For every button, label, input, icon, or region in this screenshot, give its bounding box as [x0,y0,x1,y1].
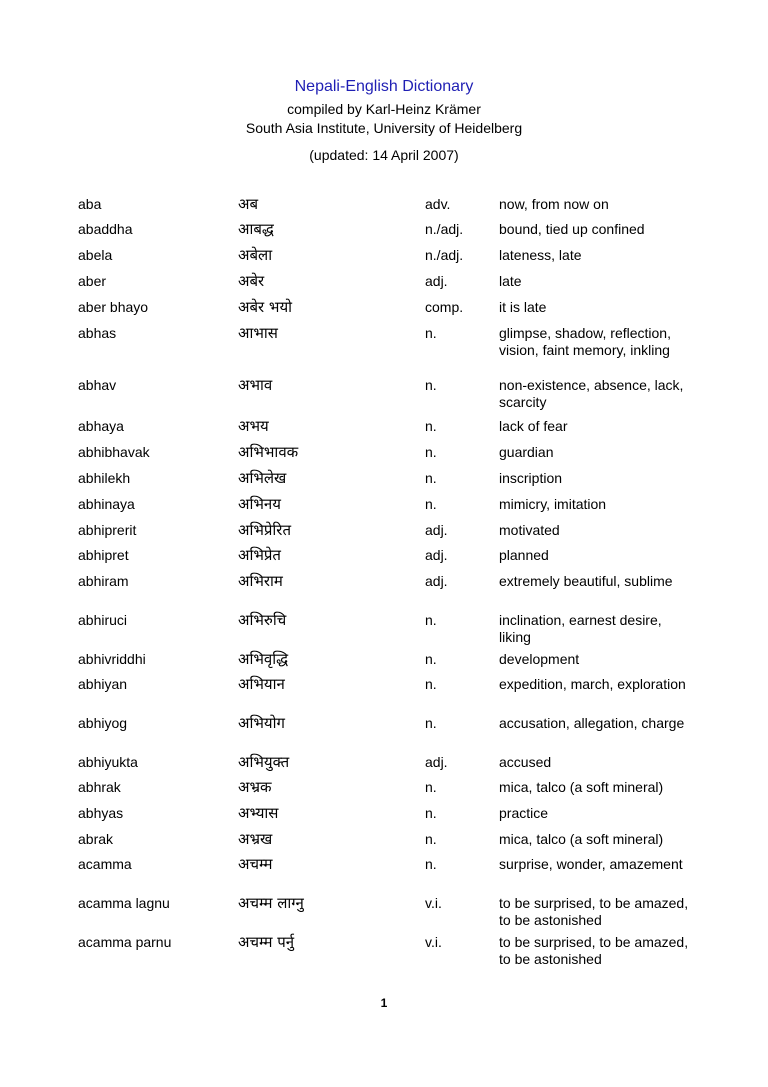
entry-devanagari: अब [238,195,259,213]
entry-part-of-speech: n. [425,831,437,847]
entry-latin: abhivriddhi [78,651,146,667]
entry-definition: now, from now on [499,196,609,212]
dictionary-entry [78,854,689,873]
dictionary-entry [78,752,689,771]
entry-devanagari: अबेर भयो [238,298,293,316]
entry-devanagari: अभिलेख [238,469,287,487]
dictionary-entry [78,932,689,968]
document-title: Nepali-English Dictionary [294,78,474,95]
entry-part-of-speech: n. [425,325,437,341]
entry-definition: lateness, late [499,247,582,263]
entry-latin: abela [78,247,113,263]
entry-definition: extremely beautiful, sublime [499,573,673,589]
dictionary-entry [78,375,689,411]
entry-latin: abrak [78,831,114,847]
entry-devanagari: अभियुक्त [238,753,290,771]
entry-part-of-speech: adj. [425,273,448,289]
entry-definition: to be surprised, to be amazed, to be astonished [499,934,689,967]
entry-part-of-speech: adj. [425,522,448,538]
dictionary-entry [78,494,689,513]
entry-devanagari: अचम्म [238,855,273,873]
entry-latin: abhas [78,325,117,341]
entry-part-of-speech: n. [425,496,437,512]
entry-latin: abaddha [78,221,133,237]
dictionary-entry [78,416,689,435]
entry-definition: practice [499,805,549,821]
entry-part-of-speech: n. [425,612,437,628]
entry-part-of-speech: n. [425,805,437,821]
entry-latin: acamma parnu [78,934,172,950]
entry-latin: aber [78,273,107,289]
entry-latin: abhrak [78,779,121,795]
dictionary-entry [78,777,689,796]
entry-definition: late [499,273,522,289]
entry-part-of-speech: n./adj. [425,221,464,237]
entry-definition: bound, tied up confined [499,221,645,237]
entry-part-of-speech: n. [425,470,437,486]
entry-definition: it is late [499,299,547,315]
dictionary-entry [78,520,689,539]
entry-latin: acamma [78,856,132,872]
updated-date: (updated: 14 April 2007) [309,147,459,163]
dictionary-entry [78,893,689,929]
entry-part-of-speech: v.i. [425,934,442,950]
entry-devanagari: अचम्म लाग्नु [238,894,304,912]
entry-definition: to be surprised, to be amazed, to be astonished [499,895,689,928]
entry-devanagari: अभ्रख [238,830,273,848]
entry-part-of-speech: n. [425,779,437,795]
entry-devanagari: अभ्रक [238,778,272,796]
entry-latin: abhiyog [78,715,128,731]
dictionary-entry [78,323,689,359]
entry-latin: abhibhavak [78,444,150,460]
entry-latin: abhinaya [78,496,135,512]
page-number: 1 [380,996,388,1010]
dictionary-entry [78,674,689,693]
dictionary-entry [78,297,689,316]
entry-latin: abhaya [78,418,124,434]
entry-latin: abhiprerit [78,522,137,538]
entry-part-of-speech: n. [425,444,437,460]
dictionary-entry [78,219,689,238]
entry-latin: abhiruci [78,612,128,628]
entry-latin: abhilekh [78,470,131,486]
entry-definition: mimicry, imitation [499,496,607,512]
entry-part-of-speech: n. [425,418,437,434]
entry-part-of-speech: n./adj. [425,247,464,263]
entry-latin: aber bhayo [78,299,149,315]
entry-latin: abhiyukta [78,754,138,770]
dictionary-entry [78,442,689,461]
entry-devanagari: अभिभावक [238,443,299,461]
entry-part-of-speech: n. [425,651,437,667]
dictionary-entry [78,829,689,848]
entry-part-of-speech: v.i. [425,895,442,911]
entry-part-of-speech: adj. [425,754,448,770]
entry-devanagari: अभिरुचि [238,611,287,629]
entry-definition: glimpse, shadow, reflection, vision, faint memory, inkling [499,325,671,358]
institute: South Asia Institute, University of Heidelberg [245,120,523,136]
entry-latin: abhiram [78,573,129,589]
entry-definition: accused [499,754,552,770]
entry-devanagari: अभिनय [238,495,281,513]
entry-devanagari: अभिप्रेत [238,546,281,564]
entry-latin: abhav [78,377,117,393]
entry-latin: acamma lagnu [78,895,170,911]
dictionary-entry [78,803,689,822]
entry-latin: abhipret [78,547,129,563]
entry-devanagari: अभिप्रेरित [238,521,291,539]
entry-devanagari: अभाव [238,376,273,394]
compiled-by: compiled by Karl-Heinz Krämer [287,101,481,117]
entry-devanagari: अभियान [238,675,285,693]
entry-devanagari: अभियोग [238,714,285,732]
dictionary-entry [78,245,689,264]
entry-part-of-speech: adj. [425,573,448,589]
entry-definition: inclination, earnest desire, liking [499,612,662,645]
dictionary-entry [78,271,689,290]
entry-devanagari: अबेला [238,246,273,264]
entry-part-of-speech: adv. [425,196,451,212]
dictionary-entry [78,571,689,590]
entry-devanagari: अचम्म पर्नु [238,933,295,951]
entry-definition: non-existence, absence, lack, scarcity [499,377,684,410]
entry-devanagari: अभ्यास [238,804,279,822]
entry-definition: development [499,651,580,667]
dictionary-entry [78,649,689,668]
entry-part-of-speech: adj. [425,547,448,563]
entry-definition: expedition, march, exploration [499,676,686,692]
dictionary-entry [78,468,689,487]
entry-part-of-speech: comp. [425,299,464,315]
dictionary-entry [78,713,689,732]
entry-definition: mica, talco (a soft mineral) [499,831,664,847]
entry-latin: aba [78,196,102,212]
dictionary-entry [78,545,689,564]
entry-devanagari: अभिराम [238,572,283,590]
entry-devanagari: अभिवृद्धि [238,650,289,668]
entry-devanagari: अबेर [238,272,265,290]
entry-definition: accusation, allegation, charge [499,715,685,731]
entry-devanagari: आबद्ध [238,220,274,238]
entry-definition: lack of fear [499,418,568,434]
entry-definition: surprise, wonder, amazement [499,856,683,872]
entry-latin: abhiyan [78,676,128,692]
entry-definition: motivated [499,522,560,538]
entry-latin: abhyas [78,805,124,821]
entry-definition: planned [499,547,549,563]
dictionary-entry [78,194,689,213]
entry-devanagari: अभय [238,417,269,435]
entry-part-of-speech: n. [425,715,437,731]
dictionary-entry [78,610,689,646]
entry-part-of-speech: n. [425,676,437,692]
entry-part-of-speech: n. [425,856,437,872]
entry-part-of-speech: n. [425,377,437,393]
entry-definition: inscription [499,470,563,486]
entry-devanagari: आभास [238,324,278,342]
entry-definition: mica, talco (a soft mineral) [499,779,664,795]
entry-definition: guardian [499,444,554,460]
